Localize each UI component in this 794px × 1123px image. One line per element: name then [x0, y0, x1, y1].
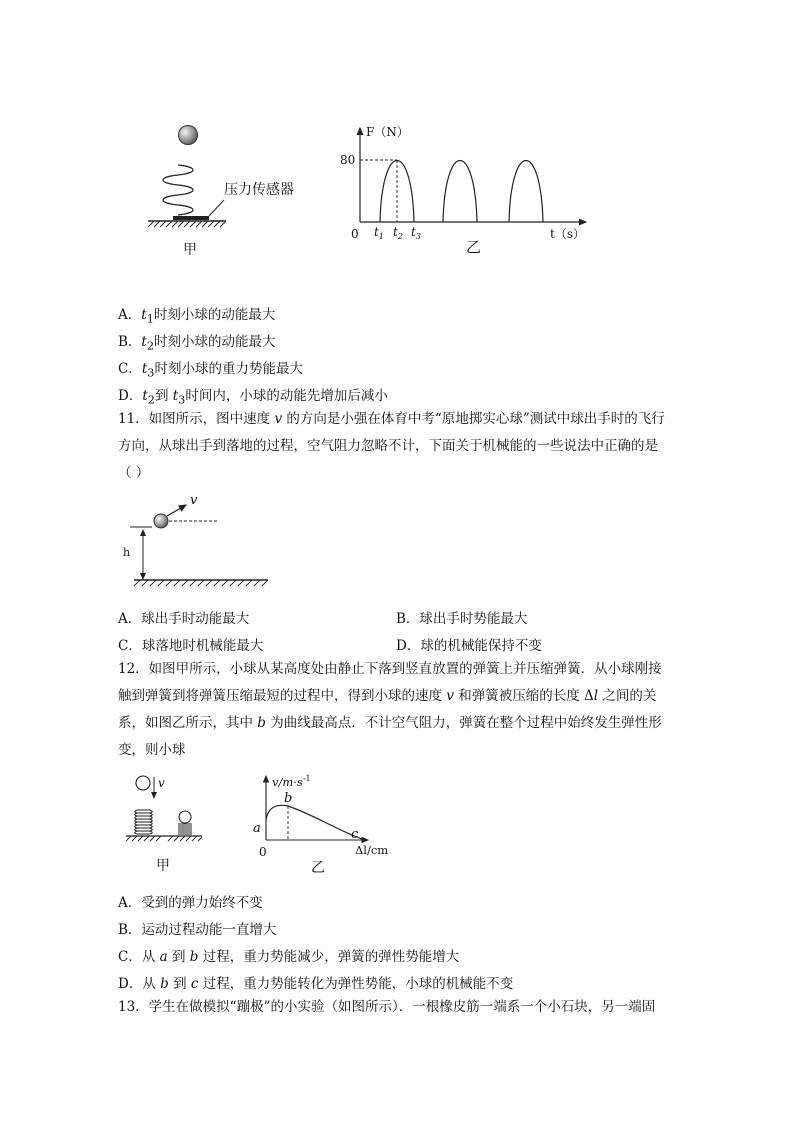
- point-a-label: a: [253, 821, 261, 836]
- q11-option-b: B．球出手时势能最大: [396, 611, 528, 627]
- falling-ball-icon: [136, 776, 150, 790]
- q12-stem-line-2: 触到弹簧到将弹簧压缩最短的过程中，得到小球的速度 v 和弹簧被压缩的长度 Δl 之间的关: [118, 688, 657, 704]
- compressed-ball-icon: [179, 811, 191, 823]
- figure-12: [112, 768, 402, 880]
- pressure-sensor: [173, 216, 209, 220]
- figure-label-jia: 甲: [183, 242, 197, 258]
- figure-11: [112, 488, 277, 596]
- q10-option-a: A．$t_1$时刻小球的动能最大: [118, 307, 276, 326]
- q12-stem-line-4: 变，则小球: [118, 742, 186, 758]
- q13-stem-line-1: 13．学生在做模拟“蹦极”的小实验（如图所示）．一根橡皮筋一端系一个小石块，另一端固: [118, 999, 656, 1015]
- t3-label: $t_3$: [411, 225, 421, 241]
- q11-answer-bracket: （ ）: [118, 465, 150, 481]
- q12-stem-line-1: 12．如图甲所示，小球从某高度处由静止下落到竖直放置的弹簧上并压缩弹簧．从小球刚接: [118, 661, 662, 677]
- velocity-arrow: [167, 505, 186, 516]
- q10-option-c: C．$t_3$时刻小球的重力势能最大: [118, 361, 303, 380]
- origin-label: 0: [259, 845, 267, 859]
- q10-option-b: B．$t_2$时刻小球的动能最大: [118, 334, 276, 353]
- y-axis-label: $v/m\cdot s^{-1}$: [272, 774, 311, 789]
- v-label: v: [190, 493, 198, 508]
- ground-hatch: [134, 580, 268, 586]
- figure-label-yi: 乙: [466, 238, 482, 256]
- spring-compressed-icon: [178, 824, 192, 834]
- t1-label: $t_1$: [374, 225, 384, 241]
- point-c-label: c: [351, 827, 359, 842]
- ground-hatch: [126, 836, 202, 841]
- v-label: v: [158, 776, 165, 790]
- figure-label-jia: 甲: [156, 858, 170, 874]
- ball-icon: [154, 514, 168, 528]
- q12-stem-line-3: 系，如图乙所示，其中 b 为曲线最高点．不计空气阻力，弹簧在整个过程中始终发生弹性形: [118, 715, 662, 731]
- spring-icon: [163, 165, 193, 215]
- x-axis-label: t（s）: [550, 227, 585, 241]
- figure-label-yi: 乙: [311, 860, 325, 876]
- q12-option-b: B．运动过程动能一直增大: [118, 922, 277, 938]
- figure-10-jia: [138, 120, 338, 260]
- peak-value-label: 80: [340, 153, 356, 167]
- origin-label: 0: [351, 227, 359, 241]
- force-pulse-2: [443, 161, 477, 223]
- q11-stem-line-1: 11．如图所示，图中速度 v 的方向是小强在体育中考“原地掷实心球”测试中球出手时的飞行: [118, 411, 665, 427]
- q12-option-c: C．从 a 到 b 过程，重力势能减少，弹簧的弹性势能增大: [118, 949, 460, 965]
- h-label: h: [123, 546, 131, 559]
- q11-stem-line-2: 方向，从球出手到落地的过程，空气阻力忽略不计，下面关于机械能的一些说法中正确的是: [118, 438, 658, 454]
- q11-option-d: D．球的机械能保持不变: [396, 638, 542, 654]
- ball-icon: [179, 126, 198, 145]
- ground-hatch: [148, 221, 226, 227]
- x-axis-label: Δl/cm: [355, 843, 389, 857]
- t2-label: $t_2$: [393, 225, 403, 241]
- spring-uncompressed-icon: [135, 810, 153, 834]
- point-b-label: b: [284, 791, 293, 806]
- q11-option-c: C．球落地时机械能最大: [118, 638, 264, 654]
- q10-option-d: D．$t_2$到 $t_3$时间内，小球的动能先增加后减小: [118, 388, 388, 407]
- velocity-curve: [266, 805, 362, 839]
- q12-option-a: A．受到的弹力始终不变: [118, 895, 263, 911]
- force-pulse-3: [509, 161, 543, 223]
- sensor-label: 压力传感器: [224, 182, 294, 198]
- figure-10-yi-graph: [338, 120, 598, 260]
- q12-option-d: D．从 b 到 c 过程，重力势能转化为弹性势能，小球的机械能不变: [118, 976, 514, 992]
- y-axis-label: F（N）: [366, 125, 409, 139]
- q11-option-a: A．球出手时动能最大: [118, 611, 250, 627]
